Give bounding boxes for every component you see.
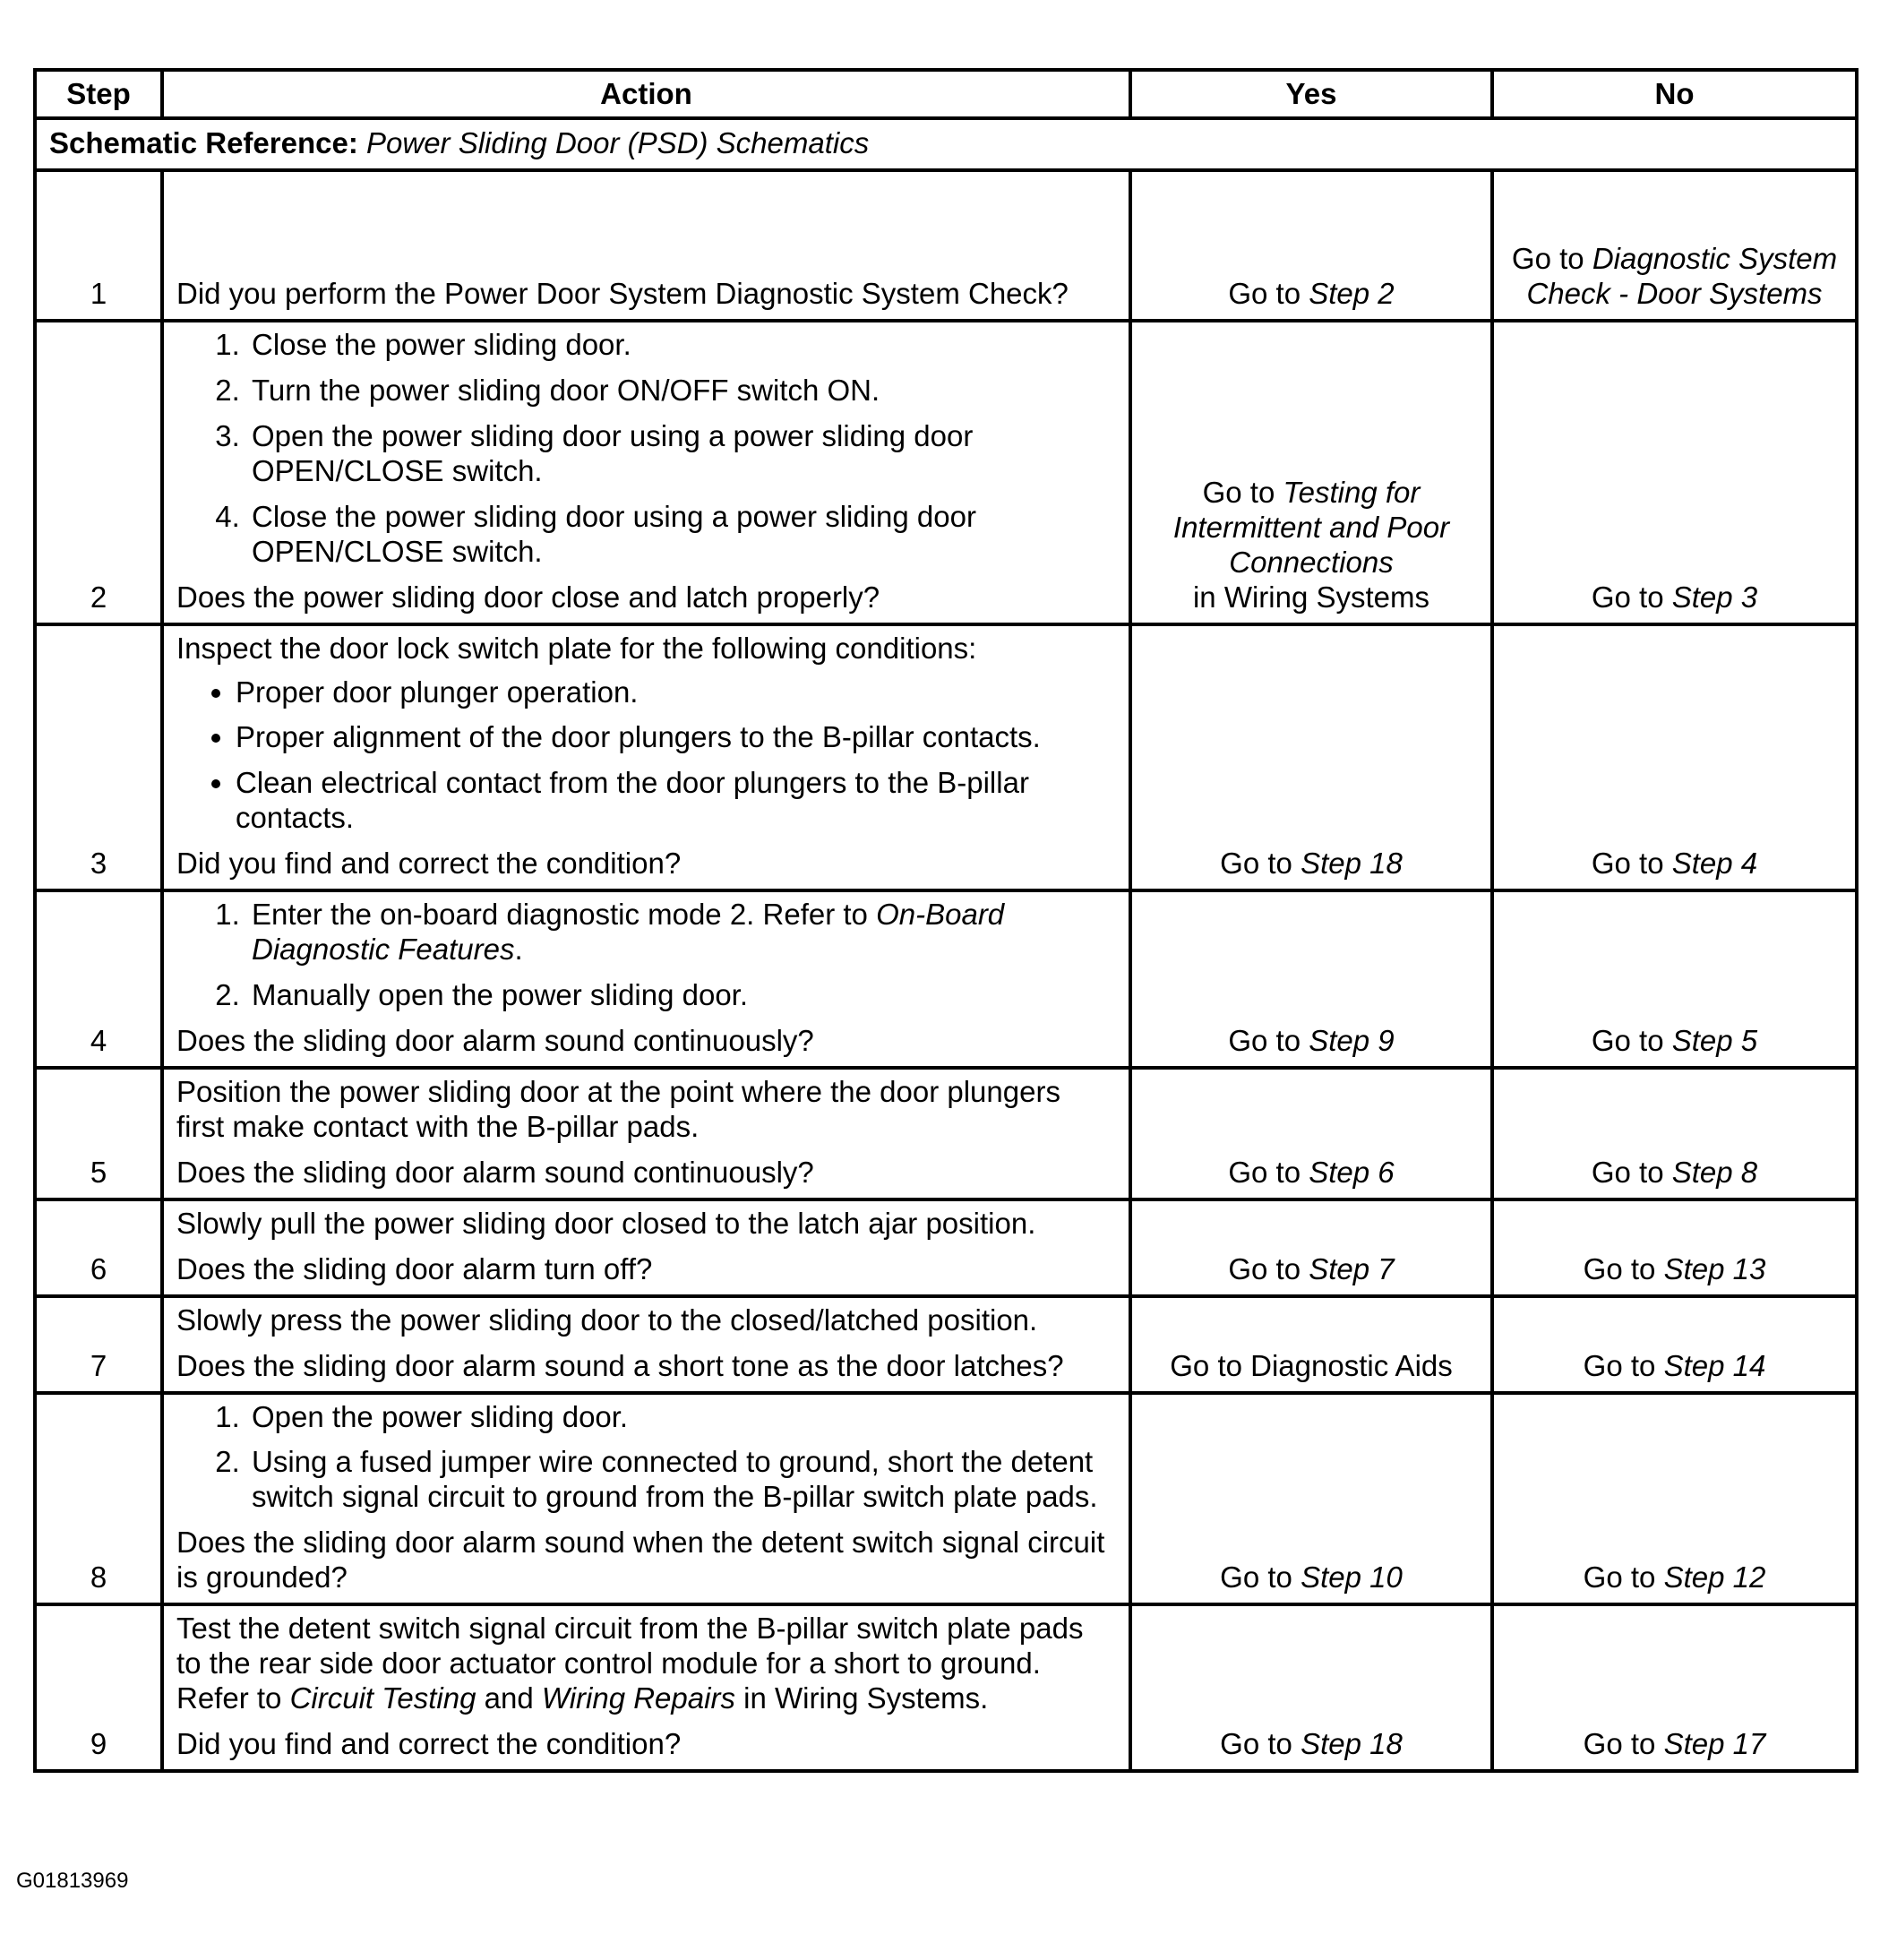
yes-cell bbox=[1130, 170, 1492, 321]
no-prefix: Go to bbox=[1591, 847, 1664, 881]
header-step: Step bbox=[35, 70, 162, 118]
step-number: 3 bbox=[35, 624, 162, 891]
yes-cell bbox=[1130, 1393, 1492, 1605]
step-number: 6 bbox=[35, 1199, 162, 1296]
yes-prefix: Go to bbox=[1202, 475, 1275, 509]
action-cell bbox=[162, 321, 1130, 624]
action-question: Did you find and correct the condition? bbox=[176, 847, 682, 881]
no-cell bbox=[1492, 1393, 1857, 1605]
no-link[interactable]: Step 14 bbox=[1663, 1348, 1766, 1382]
action-question: Does the sliding door alarm sound a short tone as the door latches? bbox=[176, 1348, 1064, 1382]
no-cell bbox=[1492, 890, 1857, 1068]
action-cell bbox=[162, 890, 1130, 1068]
action-steps-list bbox=[176, 1400, 1116, 1516]
yes-link[interactable]: Go to Diagnostic Aids bbox=[1170, 1348, 1453, 1382]
action-step: 2. Manually open the power sliding door. bbox=[248, 978, 1116, 1013]
no-cell bbox=[1492, 624, 1857, 891]
step-number: 1 bbox=[35, 170, 162, 321]
no-link[interactable]: Step 8 bbox=[1671, 1155, 1758, 1189]
action-step bbox=[248, 898, 1116, 967]
yes-prefix: Go to bbox=[1228, 1251, 1301, 1285]
action-cell bbox=[162, 1199, 1130, 1296]
figure-id: G01813969 bbox=[16, 1869, 129, 1893]
action-question: Did you find and correct the condition? bbox=[176, 1727, 682, 1760]
step-row-5 bbox=[35, 1068, 1857, 1199]
action-intro: Slowly pull the power sliding door closed to the latch ajar position. bbox=[176, 1206, 1036, 1240]
no-cell bbox=[1492, 321, 1857, 624]
step-number: 4 bbox=[35, 890, 162, 1068]
action-cell bbox=[162, 1393, 1130, 1605]
action-cell bbox=[162, 170, 1130, 321]
action-question: Does the sliding door alarm sound when the detent switch signal circuit is grounded? bbox=[176, 1526, 1105, 1595]
action-step: 4. Close the power sliding door using a power sliding door OPEN/CLOSE switch. bbox=[248, 500, 1116, 570]
no-cell bbox=[1492, 1296, 1857, 1393]
action-step: 1. Open the power sliding door. bbox=[248, 1400, 1116, 1435]
no-prefix: Go to bbox=[1583, 1348, 1656, 1382]
no-cell bbox=[1492, 1068, 1857, 1199]
schematic-reference bbox=[35, 118, 1857, 170]
step-row-2 bbox=[35, 321, 1857, 624]
wiring-repairs-link[interactable]: Wiring Repairs bbox=[541, 1681, 735, 1715]
action-intro: Inspect the door lock switch plate for the following conditions: bbox=[176, 631, 977, 665]
conditions-list bbox=[176, 675, 1116, 837]
action-step: 3. Open the power sliding door using a power sliding door OPEN/CLOSE switch. bbox=[248, 419, 1116, 489]
schematic-reference-row bbox=[35, 118, 1857, 170]
no-link[interactable]: Diagnostic System Check - Door Systems bbox=[1526, 242, 1838, 311]
yes-suffix: in Wiring Systems bbox=[1192, 580, 1430, 614]
yes-link[interactable]: Testing for Intermittent and Poor Connections bbox=[1172, 475, 1450, 579]
yes-link[interactable]: Step 6 bbox=[1309, 1155, 1395, 1189]
yes-cell bbox=[1130, 1296, 1492, 1393]
action-question: Does the sliding door alarm turn off? bbox=[176, 1251, 653, 1285]
step-row-1 bbox=[35, 170, 1857, 321]
yes-prefix: Go to bbox=[1228, 1155, 1301, 1189]
yes-link[interactable]: Step 18 bbox=[1301, 847, 1403, 881]
action-intro-text: Test the detent switch signal circuit from the B-pillar switch plate pads to the rear side door actuator control module for a short to ground. Refer to bbox=[176, 1612, 1084, 1715]
no-prefix: Go to bbox=[1591, 1155, 1664, 1189]
condition-item: • Proper alignment of the door plungers to the B-pillar contacts. bbox=[236, 720, 1116, 755]
step-number: 7 bbox=[35, 1296, 162, 1393]
action-step: 1. Close the power sliding door. bbox=[248, 328, 1116, 363]
yes-link[interactable]: Step 7 bbox=[1309, 1251, 1395, 1285]
yes-prefix: Go to bbox=[1220, 1560, 1292, 1595]
step-number: 2 bbox=[35, 321, 162, 624]
header-no: No bbox=[1492, 70, 1857, 118]
condition-item: • Proper door plunger operation. bbox=[236, 675, 1116, 710]
yes-prefix: Go to bbox=[1220, 847, 1292, 881]
step-row-6 bbox=[35, 1199, 1857, 1296]
action-step: 2. Using a fused jumper wire connected to ground, short the detent switch signal circuit to ground from the B-pillar switch plate pads. bbox=[248, 1445, 1116, 1515]
no-link[interactable]: Step 4 bbox=[1671, 847, 1758, 881]
yes-cell bbox=[1130, 1068, 1492, 1199]
no-prefix: Go to bbox=[1591, 1024, 1664, 1057]
action-step: 2. Turn the power sliding door ON/OFF switch ON. bbox=[248, 374, 1116, 408]
action-step-link[interactable]: On-Board Diagnostic Features bbox=[252, 898, 1005, 967]
action-step-end: . bbox=[514, 933, 523, 967]
action-steps-list bbox=[176, 898, 1116, 1013]
no-prefix: Go to bbox=[1583, 1251, 1656, 1285]
no-link[interactable]: Step 13 bbox=[1663, 1251, 1766, 1285]
step-number: 8 bbox=[35, 1393, 162, 1605]
step-number: 9 bbox=[35, 1604, 162, 1771]
step-row-7 bbox=[35, 1296, 1857, 1393]
action-intro-and: and bbox=[484, 1681, 534, 1715]
action-cell bbox=[162, 1296, 1130, 1393]
action-question: Did you perform the Power Door System Diagnostic System Check? bbox=[176, 277, 1069, 311]
action-steps-list bbox=[176, 328, 1116, 570]
step-row-4 bbox=[35, 890, 1857, 1068]
yes-prefix: Go to bbox=[1220, 1727, 1292, 1760]
no-cell bbox=[1492, 1604, 1857, 1771]
action-question: Does the power sliding door close and latch properly? bbox=[176, 580, 880, 614]
yes-link[interactable]: Step 9 bbox=[1309, 1024, 1395, 1057]
no-prefix: Go to bbox=[1591, 580, 1664, 614]
action-cell bbox=[162, 624, 1130, 891]
yes-prefix: Go to bbox=[1228, 1024, 1301, 1057]
action-step-text: Enter the on-board diagnostic mode 2. Refer to bbox=[252, 898, 868, 932]
diagnostic-table bbox=[33, 68, 1859, 1773]
no-cell bbox=[1492, 170, 1857, 321]
action-intro: Position the power sliding door at the point where the door plungers first make contact with the B-pillar pads. bbox=[176, 1074, 1060, 1143]
action-intro-end: in Wiring Systems. bbox=[743, 1681, 989, 1715]
yes-link[interactable]: Step 10 bbox=[1301, 1560, 1403, 1595]
no-cell bbox=[1492, 1199, 1857, 1296]
header-yes: Yes bbox=[1130, 70, 1492, 118]
yes-prefix: Go to bbox=[1228, 277, 1301, 311]
action-intro: Slowly press the power sliding door to the closed/latched position. bbox=[176, 1302, 1038, 1337]
header-row bbox=[35, 70, 1857, 118]
action-question: Does the sliding door alarm sound continuously? bbox=[176, 1155, 814, 1189]
header-action: Action bbox=[162, 70, 1130, 118]
no-prefix: Go to bbox=[1583, 1727, 1656, 1760]
circuit-testing-link[interactable]: Circuit Testing bbox=[289, 1681, 476, 1715]
action-cell bbox=[162, 1604, 1130, 1771]
no-prefix: Go to bbox=[1511, 242, 1584, 276]
no-prefix: Go to bbox=[1583, 1560, 1656, 1595]
yes-cell bbox=[1130, 1604, 1492, 1771]
action-question: Does the sliding door alarm sound continuously? bbox=[176, 1024, 814, 1057]
yes-cell bbox=[1130, 1199, 1492, 1296]
no-link[interactable]: Step 3 bbox=[1671, 580, 1758, 614]
yes-link[interactable]: Step 2 bbox=[1309, 277, 1395, 311]
action-cell bbox=[162, 1068, 1130, 1199]
no-link[interactable]: Step 5 bbox=[1671, 1024, 1758, 1057]
schematic-reference-link[interactable]: Power Sliding Door (PSD) Schematics bbox=[366, 126, 870, 160]
yes-cell bbox=[1130, 321, 1492, 624]
step-row-8 bbox=[35, 1393, 1857, 1605]
condition-item: • Clean electrical contact from the door plungers to the B-pillar contacts. bbox=[236, 766, 1116, 836]
yes-cell bbox=[1130, 890, 1492, 1068]
action-intro bbox=[176, 1612, 1116, 1716]
yes-cell bbox=[1130, 624, 1492, 891]
step-number: 5 bbox=[35, 1068, 162, 1199]
no-link[interactable]: Step 12 bbox=[1663, 1560, 1766, 1595]
no-link[interactable]: Step 17 bbox=[1663, 1727, 1766, 1760]
schematic-reference-label: Schematic Reference: bbox=[49, 126, 358, 160]
step-row-3 bbox=[35, 624, 1857, 891]
yes-link[interactable]: Step 18 bbox=[1301, 1727, 1403, 1760]
step-row-9 bbox=[35, 1604, 1857, 1771]
